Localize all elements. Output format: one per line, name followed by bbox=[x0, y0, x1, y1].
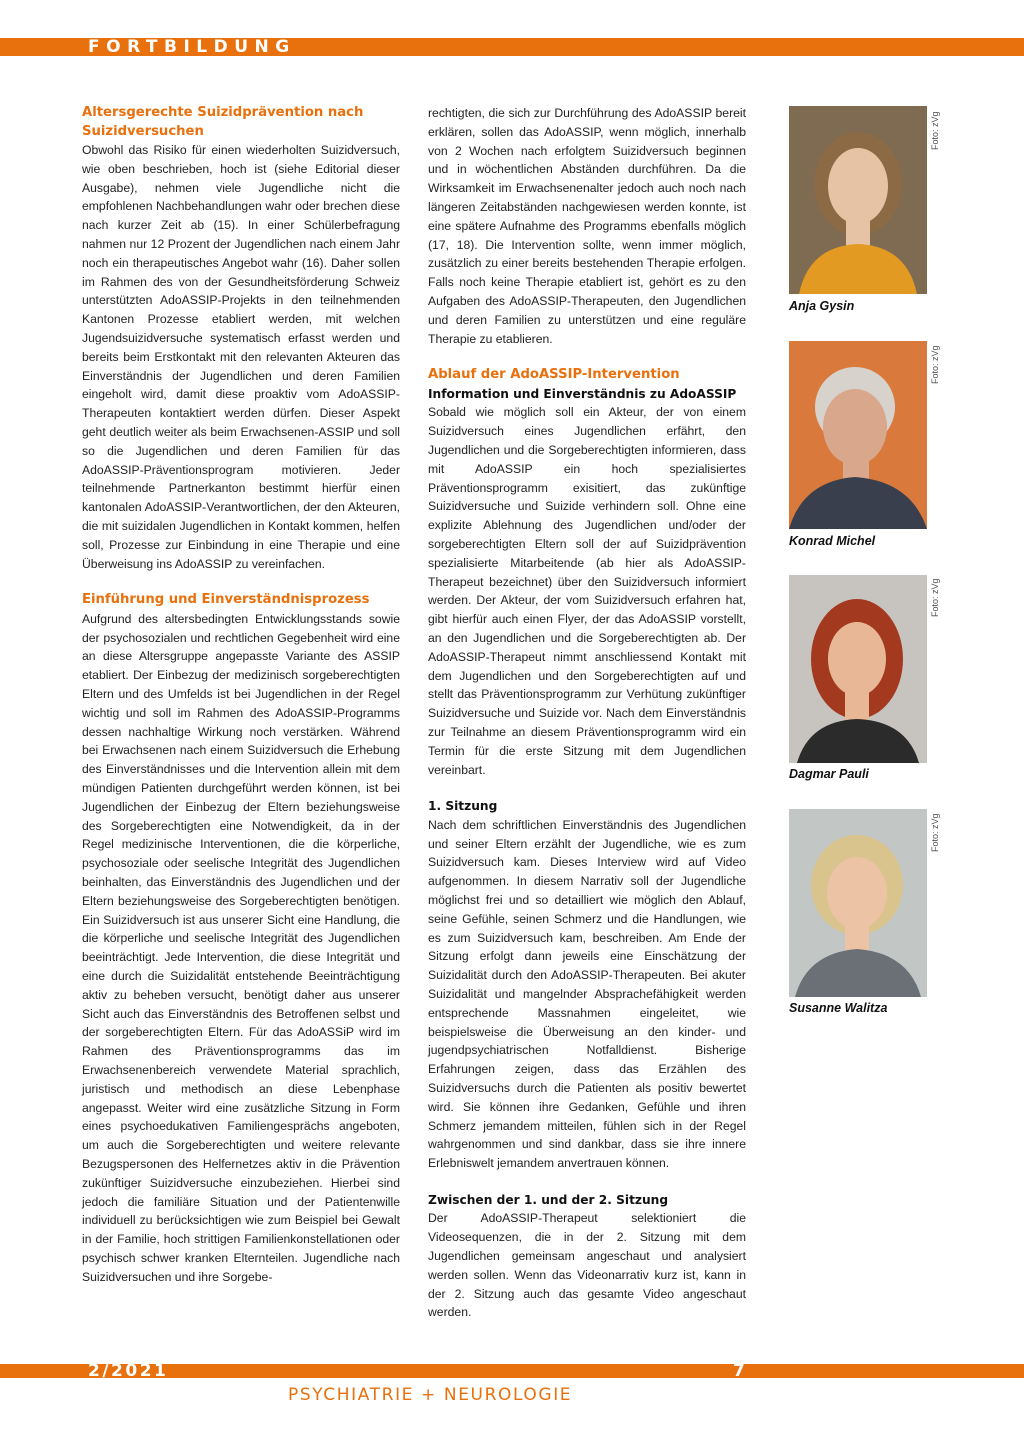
body-paragraph: Der AdoASSIP-Therapeut selektioniert die Videosequenzen, die in der 2. Sitzung mit dem Jugendlichen gemeinsam angeschaut und analysiert werden sollen. Wenn das Videonarrativ kurz ist, kann in der 2. Sitzung auch das gesamte Video angeschaut werden. bbox=[428, 1211, 746, 1320]
portrait-photo-konrad-michel bbox=[789, 341, 927, 529]
body-paragraph: Aufgrund des altersbedingten Entwicklungsstands sowie der psychosozialen und rechtlichen Gegebenheit wird eine an diese Altersgruppe angepasste Variante des ASSIP etabliert. Der Einbezug der medizinisch sorgeberechtigten Eltern und des Umfelds ist bei Jugendlichen in der Regel wichtig und soll im Rahmen des AdoASSIP-Programms dessen nachhaltige Wirkung noch verstärken. Während bei Erwachsenen nach einem Suizidversuch die Erhebung des Einverständnisses und die Intervention allein mit dem mündigen Patienten durchgeführt werden können, ist bei Jugendlichen der Einbezug der Eltern beziehungsweise des Sorgeberechtigten eine Notwendigkeit, da in der Regel medizinische Interventionen, die die körperliche, psychosoziale oder seelische Integrität des Jugendlichen beinhalten, das Einverständnis des Jugendlichen und der Eltern beziehungsweise des Sorgeberechtigten benötigen. Ein Suizidversuch ist aus unserer Sicht eine Handlung, die die körperliche und seelische Integrität des Jugendlichen beeinträchtigt. Jede Intervention, die diese Integrität und eine durch die Suizidalität entstehende Beeinträchtigung aktiv zu beheben versucht, benötigt daher aus unserer Sicht auch das Einverständnis des Betroffenen selbst und der sorgeberechtigten Eltern. Für das AdoASSiP wird im Rahmen des Präventionsprogramms das im Erwachsenenbereich verwendete Material sprachlich, juristisch und methodisch an diese Lebenphase angepasst. Weiter wird eine zusätzliche Sitzung in Form eines psychoedukativen Familiengesprächs angeboten, um auch die Sorgeberechtigten und weitere relevante Bezugspersonen des Helfernetzes aktiv in die Prävention zukünftiger Suizidversuche einzubeziehen. Hierbei sind jedoch die familiäre Situation und der Patientenwille individuell zu berücksichtigen wie zum Beispiel bei Gewalt in der Familie, hoch strittigen Familienkonstellationen oder psychisch schwer kranken Elternteilen. Jugendliche nach Suizidversuchen und ihre Sorgebe- bbox=[82, 611, 400, 1284]
subsection-heading: Information und Einverständnis zu AdoASSIP bbox=[428, 386, 737, 401]
body-paragraph: Nach dem schriftlichen Einverständnis des Jugendlichen und seiner Eltern erzählt der Jugendliche, wie es zum Suizidversuch kam. Dieses Interview wird auf Video aufgenommen. In diesem Narrativ soll der Jugendliche möglichst frei und so detailliert wie möglich den Ablauf, seine Gefühle, seinen Schmerz und die Handlungen, wie es zum Suizidversuch kam, beschreiben. Am Ende der Sitzung erfolgt dann jeweils eine Einschätzung der Suizidalität durch den AdoASSIP-Therapeuten. Bei akuter Suizidalität und mangelnder Absprachefähigkeit werden entsprechende Massnahmen eingeleitet, wie beispielsweise die Überweisung an den kinder- und jugendpsychiatrischen Notfalldienst. Bisherige Erfahrungen zeigen, dass das Erzählen des Suizidversuchs durch die Patienten als positiv bewertet wird. Sie können ihre Gedanken, Gefühle und ihren Schmerz jemandem mitteilen, fühlen sich in der Regel wahrgenommen und sind dankbar, dass sie ihre innere Erlebniswelt jemandem anvertrauen können. bbox=[428, 817, 746, 1171]
portrait-photo-dagmar-pauli bbox=[789, 575, 927, 763]
photo-credit: Foto: zVg bbox=[930, 578, 940, 617]
left-column bbox=[82, 104, 400, 1287]
paragraph-gap bbox=[428, 779, 746, 797]
issue-number: 2/2021 bbox=[88, 1361, 169, 1381]
body-paragraph: rechtigten, die sich zur Durchführung des AdoASSIP bereit erklären, sollen das AdoASSIP, wenn möglich, innerhalb von 2 Wochen nach erfolgtem Suizidversuch beginnen und in wöchentlichen Abständen durchführen. Da die Wirksamkeit im Erwachsenenalter jedoch auch noch nach längeren Zeitabständen nachgewiesen werden konnte, ist eine spätere Aufnahme des Programms ebenfalls möglich (17, 18). Die Intervention sollte, wenn immer möglich, zusätzlich zu einer bereits bestehenden Therapie erfolgen. Falls noch keine Therapie etabliert ist, gehört es zu den Aufgaben des AdoASSIP-Therapeuten, den Jugendlichen und deren Familien zu unterstützen und eine reguläre Therapie zu etablieren. bbox=[428, 106, 746, 346]
person-name: Dagmar Pauli bbox=[789, 767, 869, 781]
section-heading: Altersgerechte Suizidprävention nach Suizidversuchen bbox=[82, 105, 364, 139]
person-name: Susanne Walitza bbox=[789, 1001, 888, 1015]
person-name: Anja Gysin bbox=[789, 299, 855, 313]
section-label: FORTBILDUNG bbox=[88, 37, 296, 57]
portrait-photo-susanne-walitza bbox=[789, 809, 927, 997]
portrait-image bbox=[789, 341, 927, 529]
body-paragraph: Obwohl das Risiko für einen wiederholten Suizidversuch, wie oben beschrieben, hoch ist (siehe Editorial dieser Ausgabe), nehmen viele Jugendliche nicht die empfohlenen Nachbehandlungen wahr oder brechen diese nach kurzer Zeit ab (15). In einer Schülerbefragung nahmen nur 12 Prozent der Jugendlichen nach einem Jahr noch ein therapeutisches Angebot wahr (16). Daher sollen im Rahmen des von der Gesundheitsförderung Schweiz unterstützten AdoASSIP-Projekts in den teilnehmenden Kantonen Prozesse etabliert werden, mit welchen Jugendsuizidversuche systematisch erfasst werden und bereits beim Erstkontakt mit den relevanten Akteuren das Einverständnis der Jugendlichen und deren Familien eingeholt wird, damit diese proaktiv vom AdoASSIP-Therapeuten kontaktiert werden dürfen. Dieser Aspekt geht deutlich weiter als beim Erwachsenen-ASSIP und soll so die Jugendlichen und deren Familien für das AdoASSIP-Präventionsprogram motivieren. Jeder teilnehmende Partnerkanton bestimmt hierfür einen kantonalen AdoASSIP-Verantwortlichen, der den Akteuren, die mit suizidalen Jugendlichen in Kontakt kommen, helfen soll, Prozesse zur Einbindung in eine Therapie und eine Überweisung ins AdoASSIP zu vereinfachen. bbox=[82, 143, 400, 571]
paragraph-gap bbox=[82, 573, 400, 591]
portrait-photo-anja-gysin bbox=[789, 106, 927, 294]
portrait-image bbox=[789, 809, 927, 997]
subsection-heading: Zwischen der 1. und der 2. Sitzung bbox=[428, 1192, 669, 1207]
photo-credit: Foto: zVg bbox=[930, 813, 940, 852]
person-name: Konrad Michel bbox=[789, 534, 876, 548]
portrait-image bbox=[789, 575, 927, 763]
photo-credit: Foto: zVg bbox=[930, 111, 940, 150]
middle-column bbox=[428, 104, 746, 1322]
page-number: 7 bbox=[733, 1361, 745, 1381]
body-paragraph: Sobald wie möglich soll ein Akteur, der von einem Suizidversuch eines Jugendlichen erfährt, den Jugendlichen und die Sorgeberechtigten informieren, dass mit AdoASSIP ein hoch spezialisiertes Präventionsprogramm exisitiert, das zukünftige Suizidversuche und Suizide verhindern soll. Ohne eine explizite Ablehnung des Jugendlichen und/oder der sorgeberechtigten Eltern soll der auf Suizidprävention spezialisierte Mitarbeitende (ab hier als AdoASSIP-Therapeut bezeichnet) über den Suizidversuch informiert werden. Der Akteur, der vom Suizidversuch erfahren hat, gibt hierfür auch einen Flyer, der das AdoASSIP vorstellt, an den Jugendlichen und die Sorgeberechtigten ab. Der AdoASSIP-Therapeut nimmt anschliessend Kontakt mit dem Jugendlichen und den Sorgeberechtigten auf und stellt das Präventionsprogramm zur Verhütung zukünftiger Suizidversuche und Suizide vor. Nach dem Einverständnis zur Teilnahme an diesem Präventionsprogramm wird ein Termin für die erste Sitzung mit dem Jugendlichen vereinbart. bbox=[428, 405, 746, 777]
subsection-heading: 1. Sitzung bbox=[428, 799, 498, 814]
section-heading: Einführung und Einverständnisprozess bbox=[82, 592, 370, 608]
paragraph-gap bbox=[428, 1173, 746, 1191]
journal-title: PSYCHIATRIE + NEUROLOGIE bbox=[288, 1385, 573, 1405]
photo-credit: Foto: zVg bbox=[930, 345, 940, 384]
portrait-image bbox=[789, 106, 927, 294]
paragraph-gap bbox=[428, 348, 746, 366]
section-heading: Ablauf der AdoASSIP-Intervention bbox=[428, 367, 680, 383]
